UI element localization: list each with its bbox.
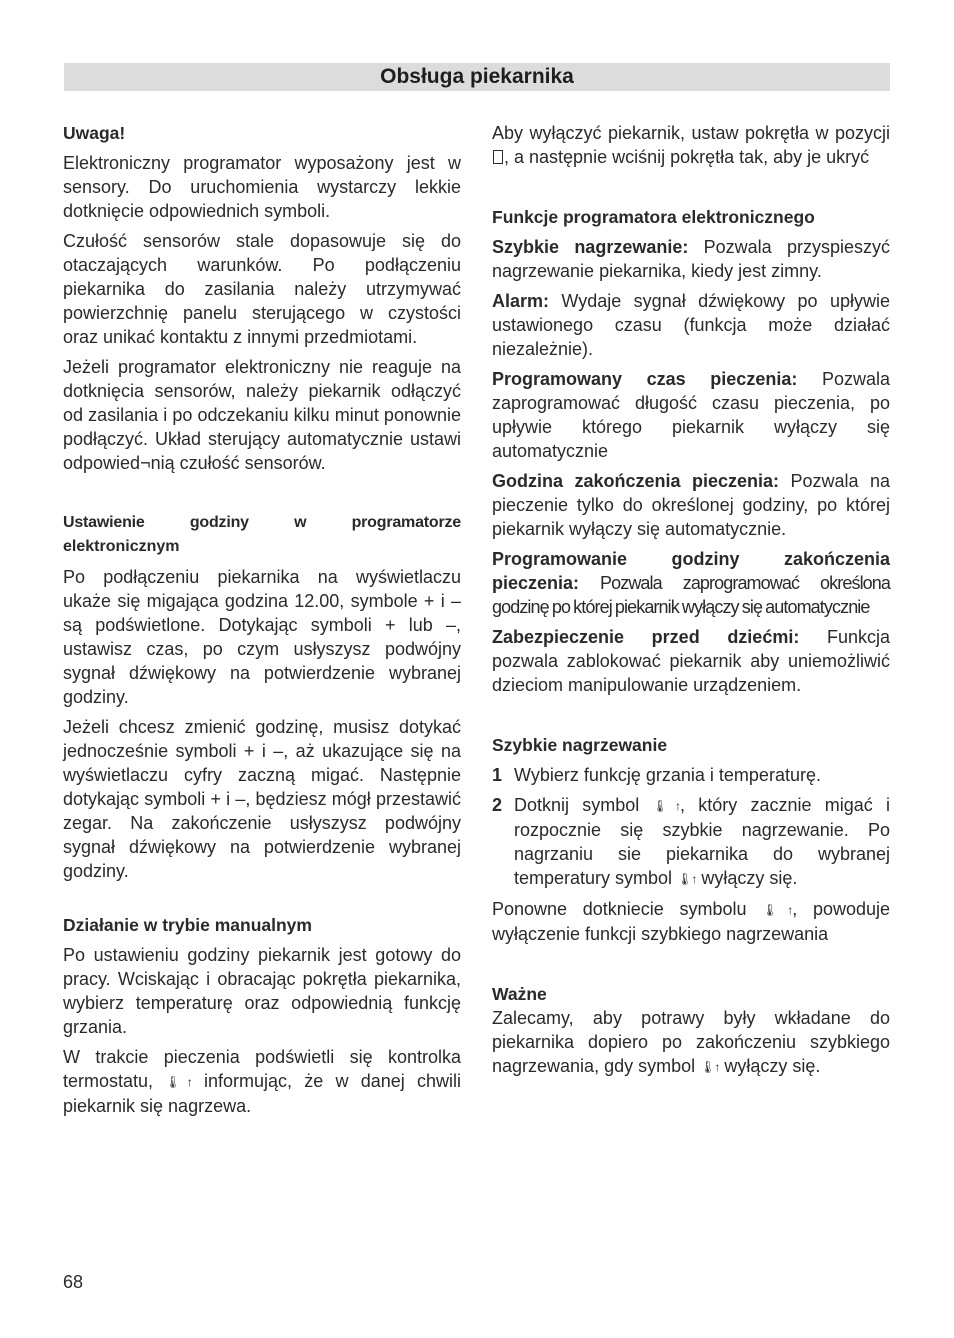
list-item <box>492 793 890 891</box>
right-column <box>492 121 890 1085</box>
function-quick-heat <box>492 235 890 283</box>
page-number: 68 <box>63 1272 84 1292</box>
off-text-a: Aby wyłączyć piekarnik, ustaw pokrętła w pozycji <box>492 123 890 143</box>
thermometer-icon: 🌡↑ <box>652 799 680 813</box>
thermometer-icon: 🌡↑ <box>677 872 697 886</box>
functions-heading: Funkcje programatora elektronicznego <box>492 207 815 227</box>
function-text: Pozwala zaprogramować długość czasu pieczenia, po upływie którego piekarnik wyłączy się automatycznie <box>492 369 890 461</box>
off-text-b: , a następnie wciśnij pokrętła tak, aby je ukryć <box>504 147 870 167</box>
manual-paragraph-2-b: informując, że w danej chwili piekarnik się nagrzewa. <box>63 1071 461 1116</box>
important-paragraph <box>492 1006 890 1079</box>
clock-heading-line-2: elektronicznym <box>63 538 180 555</box>
function-text: Pozwala zaprogramować określona godzinę po której piekarnik wyłączy się automatycznie <box>492 573 890 617</box>
quick-heat-heading: Szybkie nagrzewanie <box>492 735 668 755</box>
step-number: 1 <box>492 765 503 785</box>
function-label: Programowanie godziny zakończenia pieczenia: <box>492 549 890 593</box>
repeat-paragraph <box>492 897 890 946</box>
manual-paragraph-2 <box>63 1045 461 1118</box>
function-label: Programowany czas pieczenia: <box>492 369 798 389</box>
step-text: Wybierz funkcję grzania i temperaturę. <box>514 765 821 785</box>
clock-heading-line-1: Ustawienie godziny w programatorze <box>63 514 461 531</box>
left-column <box>63 121 461 1124</box>
important-text-b: wyłączy się. <box>724 1056 821 1076</box>
function-label: Alarm: <box>492 291 550 311</box>
uwaga-heading: Uwaga! <box>63 123 126 143</box>
clock-paragraph-1: Po podłączeniu piekarnika na wyświetlaczu ukaże się migająca godzina 12.00, symbole + i – są podświetlone. Dotykając symboli + lub –, ustawisz czas, po czym usłyszysz podwójny sygnał dźwiękowy na potwierdzenie wybranej godziny. <box>63 567 461 707</box>
list-item <box>492 763 890 787</box>
important-text-a: Zalecamy, aby potrawy były wkładane do piekarnika dopiero po zakończeniu szybkiego nagrzewania, gdy symbol <box>492 1008 890 1076</box>
thermometer-icon: 🌡↑ <box>165 1075 192 1089</box>
function-label: Szybkie nagrzewanie: <box>492 237 689 257</box>
function-text: Pozwala na pieczenie tylko do określonej godziny, po której piekarnik wyłączy się automatycznie. <box>492 471 890 539</box>
important-heading: Ważne <box>492 984 547 1004</box>
uwaga-paragraph-3: Jeżeli programator elektroniczny nie reaguje na dotknięcia sensorów, należy piekarnik odłączyć od zasilania i po odczekaniu kilku minut ponownie podłączyć. Układ sterujący automatycznie ustawi odpowied¬nią czułość sensorów. <box>63 357 461 473</box>
function-child-lock <box>492 625 890 697</box>
function-end-programming <box>492 547 890 619</box>
step-text-c: wyłączy się. <box>701 868 798 888</box>
function-label: Zabezpieczenie przed dziećmi: <box>492 627 800 647</box>
uwaga-paragraph-2: Czułość sensorów stale dopasowuje się do otaczających warunków. Po podłączeniu piekarnika do zasilania należy utrzymywać powierzchnię panelu sterującego w czystości oraz unikać kontaktu z innymi przedmiotami. <box>63 231 461 347</box>
repeat-text-b: , powoduje wyłączenie funkcji szybkiego nagrzewania <box>492 899 891 944</box>
repeat-text-a: Ponowne dotkniecie symbolu <box>492 899 747 919</box>
thermometer-icon: 🌡↑ <box>700 1060 720 1074</box>
function-text: Funkcja pozwala zablokować piekarnik aby uniemożliwić dzieciom manipulowanie urządzeniem. <box>492 627 891 695</box>
function-label: Godzina zakończenia pieczenia: <box>492 471 779 491</box>
function-alarm <box>492 289 890 361</box>
function-end-time <box>492 469 890 541</box>
page-title: Obsługa piekarnika <box>64 63 890 91</box>
manual-paragraph-2-a: W trakcie pieczenia podświetli się kontrolka termostatu, <box>63 1047 461 1091</box>
step-text-b: , który zacznie migać i rozpocznie się szybkie nagrzewanie. Po nagrzaniu sie piekarnika do wybranej temperatury symbol <box>514 795 890 888</box>
manual-paragraph-1: Po ustawieniu godziny piekarnik jest gotowy do pracy. Wciskając i obracając pokrętła piekarnika, wybierz temperaturę oraz odpowiednią funkcję grzania. <box>63 945 461 1037</box>
square-off-icon <box>493 150 503 164</box>
thermometer-icon: 🌡↑ <box>762 903 793 917</box>
clock-paragraph-2: Jeżeli chcesz zmienić godzinę, musisz dotykać jednocześnie symboli + i –, aż ukazujące się na wyświetlaczu cyfry zaczną migać. Następnie dotykając symboli + i –, będziesz mógł przestawić zegar. Na zakończenie usłyszysz podwójny sygnał dźwiękowy na potwierdzenie wybranej godziny. <box>63 717 461 881</box>
function-programmed-time <box>492 367 890 463</box>
step-number: 2 <box>492 795 503 815</box>
off-paragraph <box>492 121 890 169</box>
function-text: Pozwala przyspieszyć nagrzewanie piekarnika, kiedy jest zimny. <box>492 237 890 281</box>
manual-heading: Działanie w trybie manualnym <box>63 915 312 935</box>
quick-heat-steps <box>492 763 890 891</box>
step-text-a: Dotknij symbol <box>514 795 640 815</box>
uwaga-paragraph-1: Elektroniczny programator wyposażony jest w sensory. Do uruchomienia wystarczy lekkie dotknięcie odpowiednich symboli. <box>63 153 461 221</box>
function-text: Wydaje sygnał dźwiękowy po upływie ustawionego czasu (funkcja może działać niezależnie). <box>492 291 890 359</box>
